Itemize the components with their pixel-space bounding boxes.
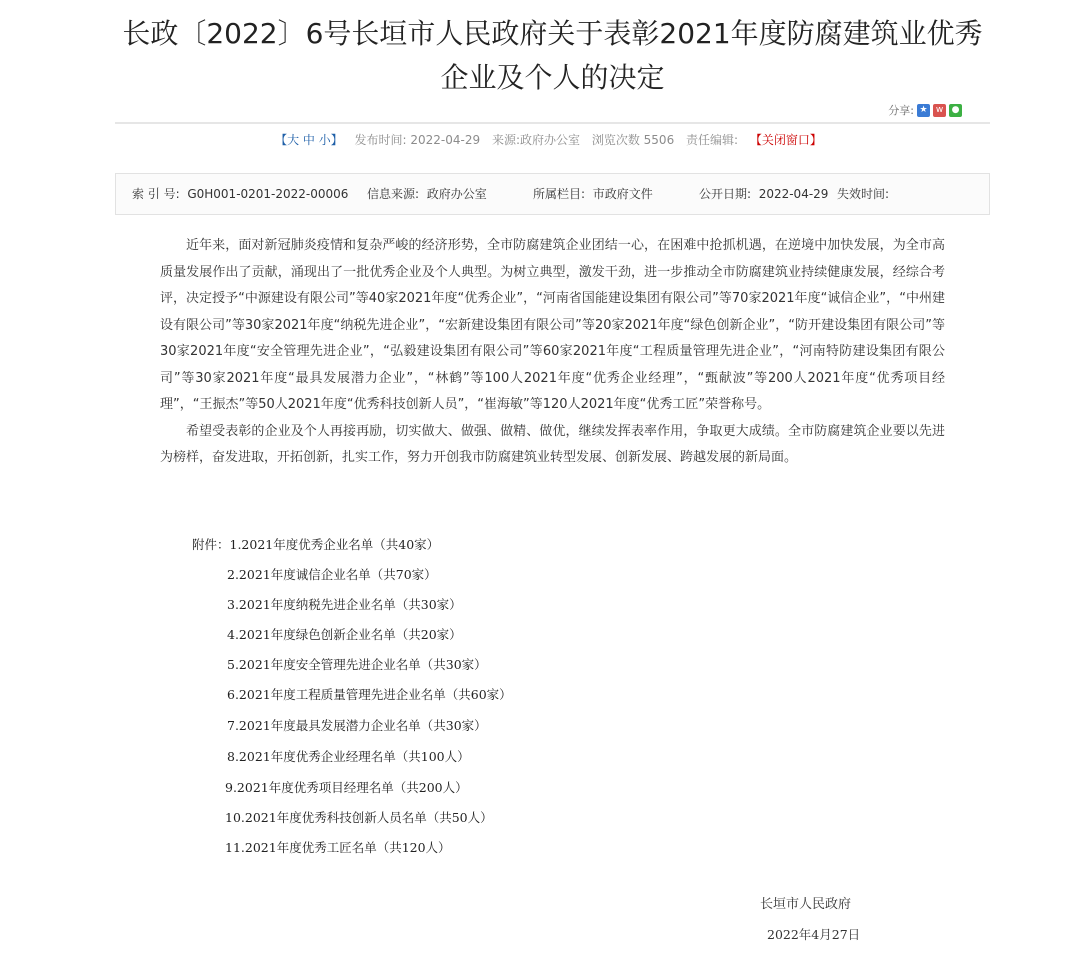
attachment-item[interactable]: 8.2021年度优秀企业经理名单（共100人） bbox=[227, 749, 470, 764]
attachment-item[interactable]: 4.2021年度绿色创新企业名单（共20家） bbox=[227, 627, 462, 642]
column-label: 所属栏目: bbox=[533, 187, 586, 201]
attachment-item[interactable]: 11.2021年度优秀工匠名单（共120人） bbox=[225, 840, 451, 855]
weibo-share-icon[interactable]: w bbox=[933, 104, 946, 117]
attachment-item[interactable]: 10.2021年度优秀科技创新人员名单（共50人） bbox=[225, 810, 493, 825]
attachment-item[interactable]: 5.2021年度安全管理先进企业名单（共30家） bbox=[227, 657, 487, 672]
index-value: G0H001-0201-2022-00006 bbox=[187, 187, 349, 201]
info-column bbox=[533, 174, 653, 214]
font-size-switcher[interactable]: 【大 中 小】 bbox=[275, 133, 343, 147]
paragraph: 近年来，面对新冠肺炎疫情和复杂严峻的经济形势，全市防腐建筑企业团结一心，在困难中抢抓机遇，在逆境中加快发展，为全市高质量发展作出了贡献，涌现出了一批优秀企业及个人典型。为树立典型，激发干劲，进一步推动全市防腐建筑业持续健康发展，经综合考评，决定授予“中源建设有限公司”等40家2021年度“优秀企业”，“河南省国能建设集团有限公司”等70家2021年度“诚信企业”，“中州建设有限公司”等30家2021年度“纳税先进企业”，“宏新建设集团有限公司”等20家2021年度“绿色创新企业”，“防开建设集团有限公司”等30家2021年度“安全管理先进企业”，“弘毅建设集团有限公司”等60家2021年度“工程质量管理先进企业”，“河南特防建设集团有限公司”等30家2021年度“最具发展潜力企业”，“林鹤”等100人2021年度“优秀企业经理”，“甄献波”等200人2021年度“优秀项目经理”，“王振杰”等50人2021年度“优秀科技创新人员”，“崔海敏”等120人2021年度“优秀工匠”荣誉称号。 bbox=[160, 238, 945, 412]
share-bar bbox=[888, 102, 962, 118]
close-window-link[interactable]: 【关闭窗口】 bbox=[749, 133, 822, 147]
article-body bbox=[160, 233, 945, 472]
wechat-share-icon[interactable]: ● bbox=[949, 104, 962, 117]
issuer-signature: 长垣市人民政府 bbox=[760, 897, 852, 912]
attachment-item[interactable]: 2.2021年度诚信企业名单（共70家） bbox=[227, 567, 437, 582]
document-info-box bbox=[115, 173, 990, 215]
column-value: 市政府文件 bbox=[592, 187, 653, 201]
source-label: 信息来源: bbox=[367, 187, 420, 201]
index-number bbox=[132, 174, 348, 214]
attachment-item[interactable]: 3.2021年度纳税先进企业名单（共30家） bbox=[227, 597, 462, 612]
editor: 责任编辑: bbox=[686, 133, 739, 147]
attachment-item[interactable]: 6.2021年度工程质量管理先进企业名单（共60家） bbox=[227, 687, 512, 702]
article-meta bbox=[115, 131, 990, 149]
date-label: 公开日期: bbox=[699, 187, 752, 201]
attachment-item[interactable]: 7.2021年度最具发展潜力企业名单（共30家） bbox=[227, 718, 487, 733]
source-value: 政府办公室 bbox=[426, 187, 487, 201]
view-count: 浏览次数 5506 bbox=[591, 133, 675, 147]
page-title: 长政〔2022〕6号长垣市人民政府关于表彰2021年度防腐建筑业优秀企业及个人的决定 bbox=[122, 17, 983, 94]
publish-time: 发布时间: 2022-04-29 bbox=[354, 133, 481, 147]
attachment-item[interactable]: 9.2021年度优秀项目经理名单（共200人） bbox=[225, 780, 468, 795]
index-label: 索 引 号: bbox=[132, 187, 180, 201]
share-label: 分享: bbox=[888, 104, 914, 117]
info-source bbox=[367, 174, 487, 214]
source: 来源:政府办公室 bbox=[491, 133, 581, 147]
qzone-share-icon[interactable]: ★ bbox=[917, 104, 930, 117]
issue-date: 2022年4月27日 bbox=[767, 927, 861, 942]
expire-date bbox=[837, 174, 889, 214]
title-divider bbox=[115, 122, 990, 124]
paragraph: 希望受表彰的企业及个人再接再励，切实做大、做强、做精、做优，继续发挥表率作用，争取更大成绩。全市防腐建筑企业要以先进为榜样，奋发进取，开拓创新，扎实工作，努力开创我市防腐建筑业转型发展、创新发展、跨越发展的新局面。 bbox=[160, 423, 945, 465]
expire-label: 失效时间: bbox=[837, 187, 890, 201]
attachment-item[interactable]: 附件：1.2021年度优秀企业名单（共40家） bbox=[192, 537, 440, 552]
publish-date bbox=[699, 174, 828, 214]
date-value: 2022-04-29 bbox=[758, 187, 829, 201]
